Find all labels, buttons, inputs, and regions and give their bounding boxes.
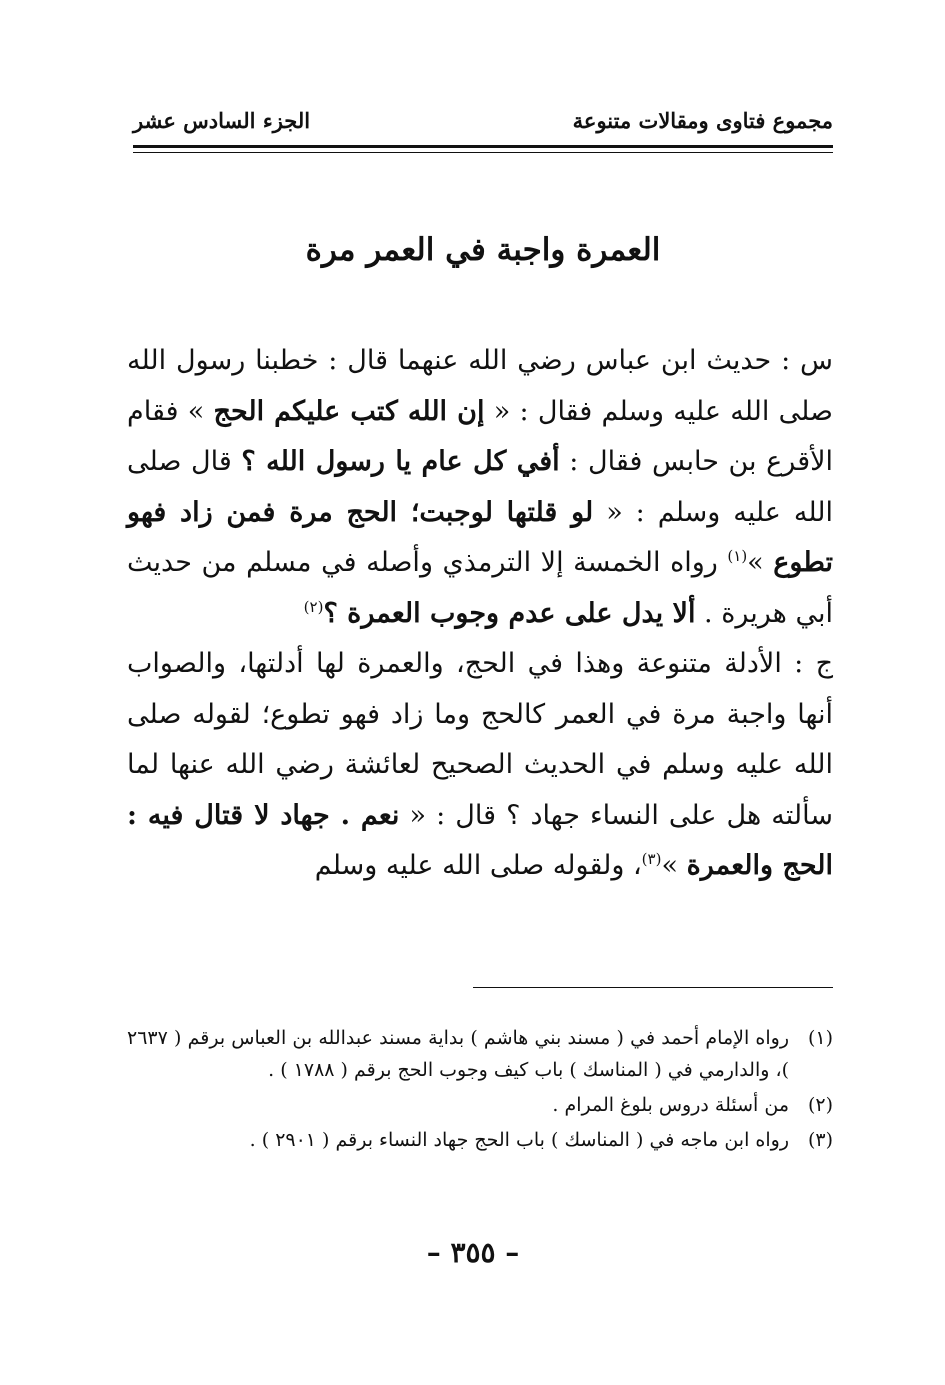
answer-paragraph xyxy=(127,639,833,892)
footnote-number: (١) xyxy=(807,1027,833,1049)
question-paragraph xyxy=(127,336,833,639)
answer-text-3: ، ولقوله صلى الله عليه وسلم xyxy=(314,850,642,881)
footnote-ref-1: (١) xyxy=(727,547,748,565)
footnote-text: رواه الإمام أحمد في ( مسند بني هاشم ) بداية مسند عبدالله بن العباس برقم ( ٢٦٣٧ )، والدارمي في ( المناسك ) باب كيف وجوب الحج برقم ( ١٧٨٨ ) . xyxy=(127,1027,789,1081)
question-text-3: قال صلى الله عليه وسلم : « xyxy=(127,446,833,528)
footnote-text: رواه ابن ماجه في ( المناسك ) باب الحج جهاد النساء برقم ( ٢٩٠١ ) . xyxy=(249,1129,789,1151)
article-title: العمرة واجبة في العمر مرة xyxy=(305,232,661,268)
footnote-text: من أسئلة دروس بلوغ المرام . xyxy=(552,1094,789,1116)
header-rule-thick xyxy=(133,145,833,148)
footnote-number: (٣) xyxy=(807,1129,833,1151)
header-rule-thin xyxy=(133,152,833,153)
question-quote-1: إن الله كتب عليكم الحج xyxy=(213,395,485,427)
footnote-2 xyxy=(127,1089,833,1121)
question-text-1: س : حديث ابن عباس رضي الله عنهما قال : خطبنا رسول الله صلى الله عليه وسلم فقال : « xyxy=(127,345,833,427)
footnote-1 xyxy=(127,1022,833,1086)
question-quote-4: ألا يدل على عدم وجوب العمرة ؟ xyxy=(323,597,696,629)
answer-text-1: ج : الأدلة متنوعة وهذا في الحج، والعمرة لها أدلتها، والصواب أنها واجبة مرة في العمر كالحج وما زاد فهو تطوع؛ لقوله صلى الله عليه وسلم في الحديث الصحيح لعائشة رضي الله عنها لما سألته هل على النساء جهاد ؟ قال : « xyxy=(127,648,833,831)
main-text xyxy=(127,336,833,892)
footnote-ref-2: (٢) xyxy=(303,597,324,616)
answer-quote-1: نعم . جهاد لا قتال فيه : الحج والعمرة xyxy=(127,799,833,881)
question-quote-2: أفي كل عام يا رسول الله ؟ xyxy=(241,446,560,477)
footnote-separator xyxy=(473,987,833,988)
footnote-ref-3: (٣) xyxy=(641,850,662,868)
volume-label: الجزء السادس عشر xyxy=(133,108,311,133)
question-text-4: » xyxy=(747,547,774,578)
page-number: – ٣٥٥ – xyxy=(426,1236,520,1269)
question-quote-3: لو قلتها لوجبت؛ الحج مرة فمن زاد فهو تطوع xyxy=(127,496,834,578)
footnote-3 xyxy=(127,1124,833,1156)
footnote-number: (٢) xyxy=(807,1094,833,1116)
footnotes xyxy=(127,1022,833,1159)
question-text-5: رواه الخمسة إلا الترمذي وأصله في مسلم من حديث أبي هريرة . xyxy=(127,547,833,629)
question-text-2: » فقام الأقرع بن حابس فقال : xyxy=(127,395,833,477)
answer-text-2: » xyxy=(661,850,687,881)
running-header xyxy=(133,108,833,142)
book-title: مجموع فتاوى ومقالات متنوعة xyxy=(572,108,833,133)
